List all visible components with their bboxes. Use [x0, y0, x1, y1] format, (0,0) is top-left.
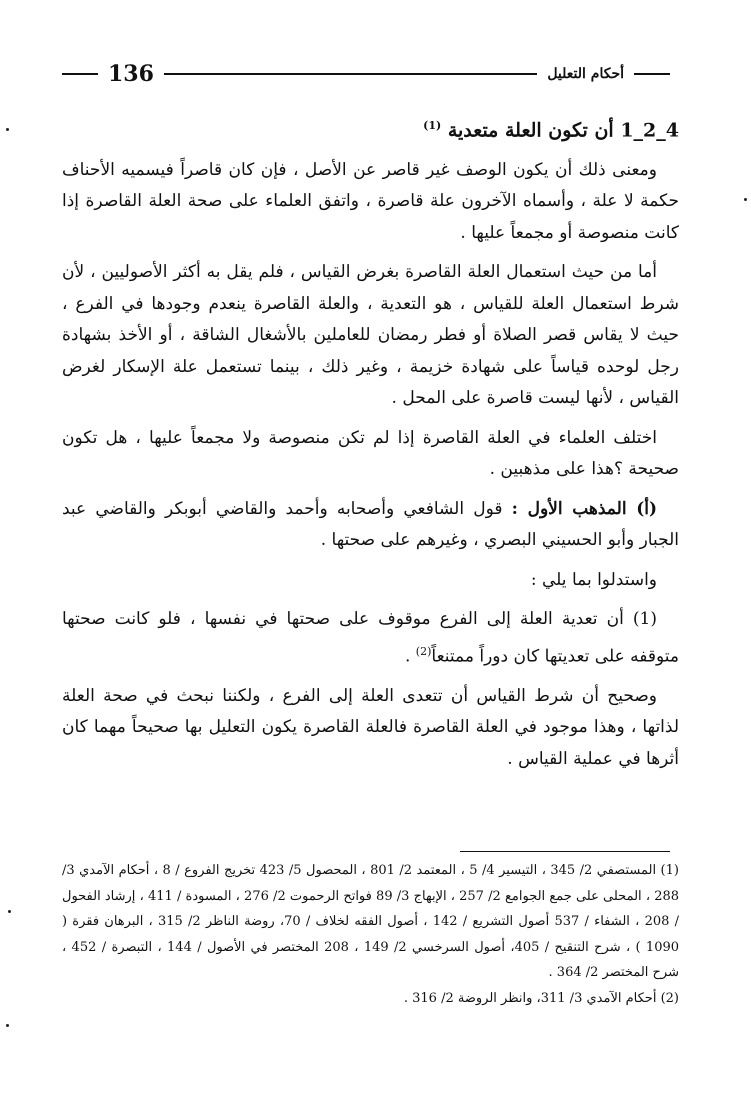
first-school-text: قول الشافعي وأصحابه وأحمد والقاضي أبوبكر والقاضي عبد الجبار وأبو الحسيني البصري ، وغيرهم على صحتها .	[62, 498, 679, 551]
argument-1-footnote-ref: (2)	[415, 644, 432, 658]
paragraph-2: أما من حيث استعمال العلة القاصرة بغرض القياس ، فلم يقل به أكثر الأصوليين ، لأن شرط استعمال العلة للقياس ، هو التعدية ، والعلة القاصرة ينعدم وجودها في الفرع ، حيث لا يقاس قصر الصلاة أو فطر رمضان للعاملين بالأشغال الشاقة ، أو الأخذ بشهادة رجل لوحده قياساً على شهادة خزيمة ، وغير ذلك ، بينما تستعمل علة الإسكار لغرض القياس ، لأنها ليست قاصرة على المحل .	[62, 262, 679, 409]
paragraph-1: ومعنى ذلك أن يكون الوصف غير قاصر عن الأصل ، فإن كان قاصراً فيسميه الأحناف حكمة لا علة ، وأسماه الآخرون علة قاصرة ، واتفق العلماء على صحة العلة القاصرة إذا كانت منصوصة أو مجمعاً عليها .	[62, 159, 679, 243]
footnote-1: (1) المستصفي 2/ 345 ، التيسير 4/ 5 ، المعتمد 2/ 801 ، المحصول 5/ 423 تخريج الفروع / 8 ، أحكام الآمدي 3/ 288 ، المحلى على جمع الجوامع 2/ 257 ، الإبهاج 3/ 89 فواتح الرحموت 2/ 276 ، المسودة / 411 ، إرشاد الفحول / 208 ، الشفاء / 537 أصول التشريع / 142 ، أصول الفقه لخلاف / 70، روضة الناظر 2/ 315 ، البرهان فقرة ( 1090 ) ، شرح التنقيح / 405، أصول السرخسي 2/ 149 ، 208 المختصر في الأصول / 144 ، التبصرة / 452 ، شرح المختصر 2/ 364 .	[62, 863, 680, 980]
section-title: أن تكون العلة متعدية	[447, 119, 614, 142]
section-number: 1_2_4	[620, 119, 679, 142]
paragraph-4	[62, 494, 679, 557]
paragraph-7: وصحيح أن شرط القياس أن تتعدى العلة إلى الفرع ، ولكننا نبحث في صحة العلة لذاتها ، وهذا موجود في العلة القاصرة فالعلة القاصرة يكون التعليل بها صحيحاً مهما كان أثرها في عملية القياس .	[62, 685, 679, 769]
running-title: أحكام التعليل	[547, 66, 624, 82]
header-rule-right	[634, 73, 670, 75]
paragraph-6	[62, 604, 679, 673]
main-text	[62, 110, 679, 783]
page-number: 136	[108, 61, 154, 87]
footnotes	[62, 858, 679, 1011]
scan-speck	[744, 198, 747, 201]
scan-speck	[8, 910, 11, 913]
header-rule-middle	[164, 73, 537, 75]
paragraph-3: اختلف العلماء في العلة القاصرة إذا لم تكن منصوصة ولا مجمعاً عليها ، هل تكون صحيحة ؟هذا على مذهبين .	[62, 427, 679, 480]
section-heading	[62, 110, 679, 147]
argument-1-text: (1) أن تعدية العلة إلى الفرع موقوف على صحتها في نفسها ، فلو كانت صحتها متوقفه على تعديتها كان دوراً ممتنعاً	[62, 609, 679, 667]
scan-speck	[6, 128, 9, 131]
section-footnote-ref: (1)	[423, 119, 442, 132]
argument-1-end: .	[404, 646, 416, 667]
header-rule-left	[62, 73, 98, 75]
paragraph-5: واستدلوا بما يلي :	[530, 569, 657, 590]
footnote-2: (2) أحكام الآمدي 3/ 311، وانظر الروضة 2/ 316 .	[403, 990, 679, 1006]
scan-speck	[6, 1024, 9, 1027]
page-header	[62, 58, 670, 90]
first-school-label: (أ) المذهب الأول :	[511, 498, 658, 519]
footnote-separator	[460, 851, 670, 852]
